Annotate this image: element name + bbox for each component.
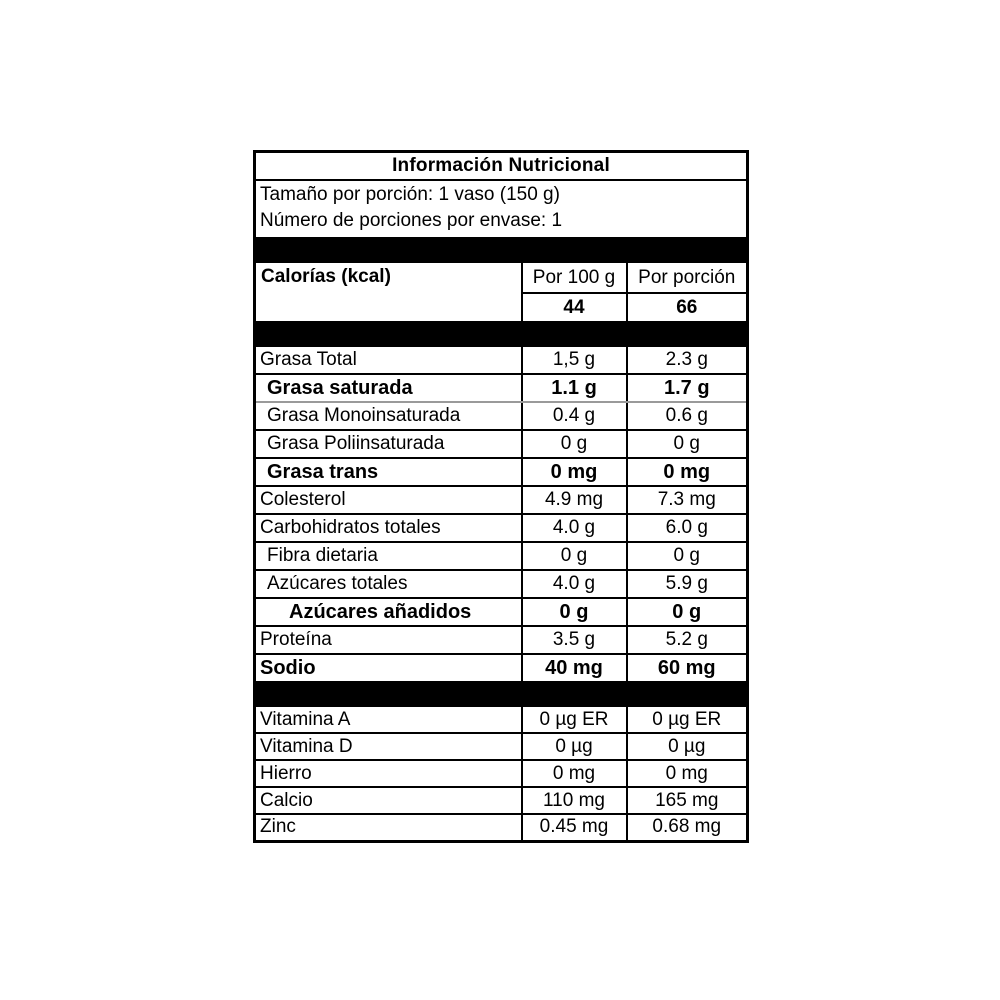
servings-per-container-line: Número de porciones por envase: 1 [260, 210, 563, 231]
micronutrient-name: Hierro [255, 760, 522, 787]
micronutrient-row [255, 706, 748, 733]
nutrient-row [255, 626, 748, 654]
nutrient-per-portion-value: 2.3 g [627, 346, 748, 374]
label-title: Información Nutricional [255, 152, 748, 181]
nutrient-per-portion-value: 6.0 g [627, 514, 748, 542]
micronutrient-name: Vitamina D [255, 733, 522, 760]
nutrient-name: Grasa Monoinsaturada [255, 402, 522, 430]
micronutrient-per-100g-value: 0 µg [522, 733, 627, 760]
nutrient-name: Sodio [255, 654, 522, 682]
nutrient-per-100g-value: 1.1 g [522, 374, 627, 402]
micronutrient-row [255, 814, 748, 841]
nutrient-per-100g-value: 0 g [522, 430, 627, 458]
micronutrient-per-portion-value: 0 µg ER [627, 706, 748, 733]
serving-info [255, 180, 748, 238]
serving-size-line: Tamaño por porción: 1 vaso (150 g) [260, 184, 560, 205]
nutrient-per-portion-value: 0 mg [627, 458, 748, 486]
micronutrient-row [255, 733, 748, 760]
micronutrient-per-portion-value: 165 mg [627, 787, 748, 814]
nutrient-per-portion-value: 5.9 g [627, 570, 748, 598]
nutrient-name: Grasa Poliinsaturada [255, 430, 522, 458]
nutrient-per-100g-value: 4.0 g [522, 514, 627, 542]
micronutrient-name: Vitamina A [255, 706, 522, 733]
nutrient-row [255, 346, 748, 374]
nutrient-name: Colesterol [255, 486, 522, 514]
nutrient-row [255, 654, 748, 682]
micronutrient-per-100g-value: 0 mg [522, 760, 627, 787]
nutrient-per-100g-value: 3.5 g [522, 626, 627, 654]
nutrient-per-portion-value: 7.3 mg [627, 486, 748, 514]
nutrition-label [253, 150, 749, 843]
micronutrient-per-100g-value: 110 mg [522, 787, 627, 814]
nutrient-per-100g-value: 1,5 g [522, 346, 627, 374]
separator-bar [255, 322, 748, 346]
nutrient-row [255, 374, 748, 402]
nutrient-per-portion-value: 0 g [627, 542, 748, 570]
nutrient-per-portion-value: 0.6 g [627, 402, 748, 430]
micronutrient-name: Zinc [255, 814, 522, 841]
nutrient-name: Azúcares añadidos [255, 598, 522, 626]
micronutrient-row [255, 787, 748, 814]
micronutrient-name: Calcio [255, 787, 522, 814]
micronutrient-per-100g-value: 0.45 mg [522, 814, 627, 841]
nutrient-per-100g-value: 0 g [522, 598, 627, 626]
nutrient-per-portion-value: 5.2 g [627, 626, 748, 654]
nutrient-row [255, 598, 748, 626]
separator-bar [255, 682, 748, 706]
nutrient-per-100g-value: 0 mg [522, 458, 627, 486]
nutrient-row [255, 486, 748, 514]
nutrient-row [255, 542, 748, 570]
nutrient-row [255, 514, 748, 542]
nutrient-name: Carbohidratos totales [255, 514, 522, 542]
nutrient-per-100g-value: 40 mg [522, 654, 627, 682]
nutrient-name: Azúcares totales [255, 570, 522, 598]
nutrient-per-100g-value: 0.4 g [522, 402, 627, 430]
nutrient-row [255, 458, 748, 486]
nutrient-row [255, 570, 748, 598]
per-100g-column-header: Por 100 g [522, 262, 627, 293]
micronutrient-per-portion-value: 0.68 mg [627, 814, 748, 841]
nutrient-per-portion-value: 1.7 g [627, 374, 748, 402]
micronutrient-per-portion-value: 0 mg [627, 760, 748, 787]
nutrient-name: Grasa Total [255, 346, 522, 374]
nutrient-per-100g-value: 4.9 mg [522, 486, 627, 514]
nutrient-name: Grasa saturada [255, 374, 522, 402]
nutrient-per-portion-value: 60 mg [627, 654, 748, 682]
micronutrient-row [255, 760, 748, 787]
per-portion-column-header: Por porción [627, 262, 748, 293]
separator-bar [255, 238, 748, 262]
calories-label: Calorías (kcal) [255, 262, 522, 322]
nutrient-per-portion-value: 0 g [627, 430, 748, 458]
calories-per-100g-value: 44 [522, 293, 627, 322]
micronutrient-per-100g-value: 0 µg ER [522, 706, 627, 733]
nutrient-name: Grasa trans [255, 458, 522, 486]
nutrient-name: Fibra dietaria [255, 542, 522, 570]
nutrient-per-100g-value: 0 g [522, 542, 627, 570]
nutrient-per-portion-value: 0 g [627, 598, 748, 626]
micronutrient-per-portion-value: 0 µg [627, 733, 748, 760]
nutrient-row [255, 430, 748, 458]
calories-per-portion-value: 66 [627, 293, 748, 322]
nutrient-name: Proteína [255, 626, 522, 654]
nutrient-per-100g-value: 4.0 g [522, 570, 627, 598]
nutrient-row [255, 402, 748, 430]
